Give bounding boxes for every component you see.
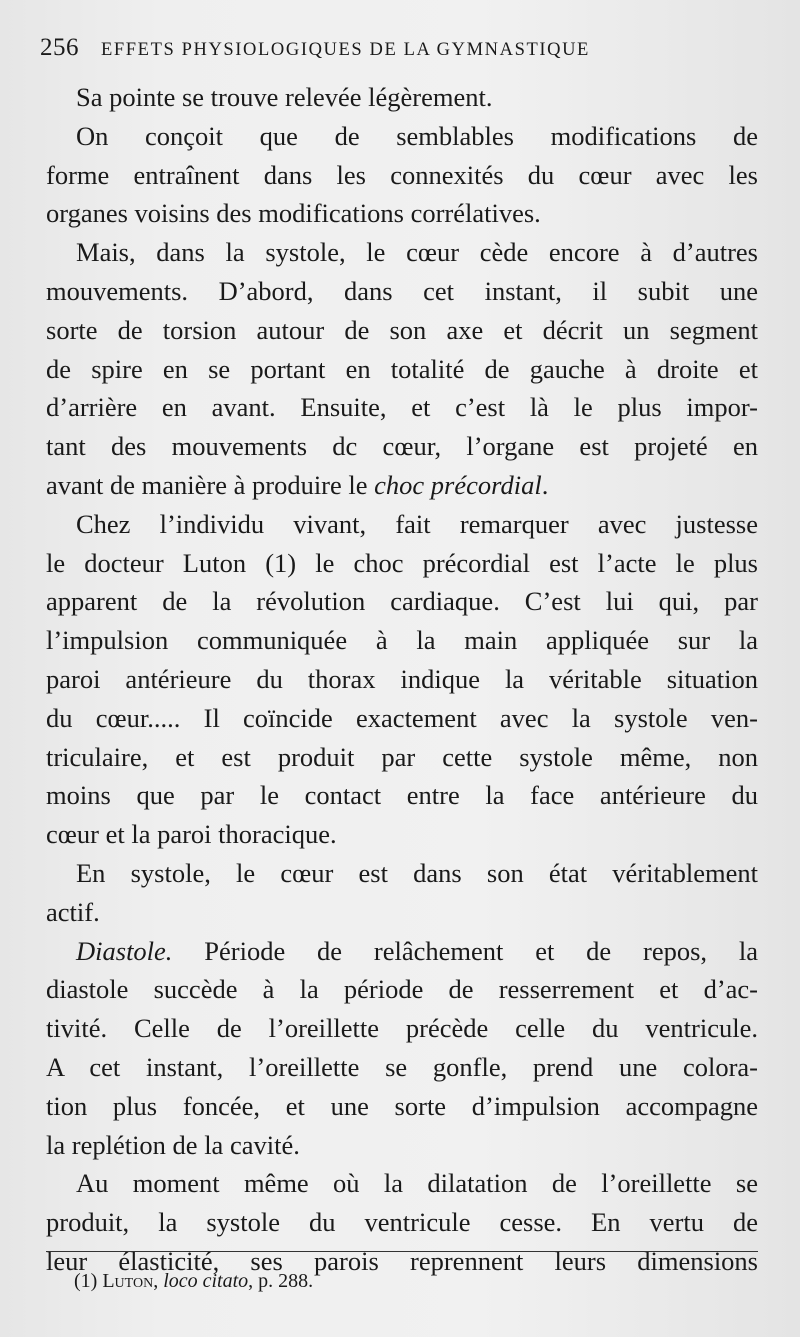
footnote-marker: (1): [74, 1270, 98, 1292]
italic-term: choc précordial: [374, 469, 542, 500]
text-line: [46, 932, 758, 971]
running-head: EFFETS PHYSIOLOGIQUES DE LA GYMNASTIQUE: [101, 40, 590, 60]
footnote-page: , p. 288.: [248, 1270, 314, 1292]
text-line: moins que par le contact entre la face antérieure du: [46, 780, 758, 811]
page-header: [40, 34, 760, 70]
body-text: [46, 78, 758, 1281]
text-line: tant des mouvements dc cœur, l’organe est projeté en: [46, 431, 758, 462]
footnote: (1) Luton, loco citato, p. 288.: [74, 1270, 314, 1292]
paragraph: [46, 78, 758, 117]
text-line: Au moment même où la dilatation de l’oreillette se: [76, 1168, 758, 1199]
paragraph: [46, 1164, 758, 1280]
paragraph: [46, 233, 758, 505]
paragraph: [46, 117, 758, 233]
text-line: organes voisins des modifications corrélatives.: [46, 198, 541, 229]
paragraph: [46, 505, 758, 854]
text-fragment: Période de relâchement et de repos, la: [172, 935, 758, 966]
text-fragment: .: [541, 469, 549, 500]
text-fragment: avant de manière à produire le: [46, 469, 375, 500]
text-line: triculaire, et est produit par cette systole même, non: [46, 741, 758, 772]
paragraph: [46, 932, 758, 1165]
text-line: A cet instant, l’oreillette se gonfle, prend une colora-: [46, 1051, 758, 1082]
text-line: En systole, le cœur est dans son état véritablement: [76, 857, 758, 888]
text-line: [46, 466, 758, 505]
text-line: tion plus foncée, et une sorte d’impulsion accompagne: [46, 1090, 758, 1121]
text-line: leur élasticité, ses parois reprennent leurs dimensions: [46, 1245, 758, 1276]
text-line: du cœur..... Il coïncide exactement avec la systole ven-: [46, 702, 758, 733]
text-line: tivité. Celle de l’oreillette précède celle du ventricule.: [46, 1013, 758, 1044]
text-line: l’impulsion communiquée à la main appliquée sur la: [46, 625, 758, 656]
paragraph: [46, 854, 758, 932]
text-line: paroi antérieure du thorax indique la véritable situation: [46, 663, 758, 694]
text-line: d’arrière en avant. Ensuite, et c’est là le plus impor-: [46, 392, 758, 423]
text-line: diastole succède à la période de resserrement et d’ac-: [46, 974, 758, 1005]
text-line: produit, la systole du ventricule cesse. En vertu de: [46, 1207, 758, 1238]
italic-term: Diastole.: [76, 935, 173, 966]
text-line: actif.: [46, 896, 100, 927]
text-line: forme entraînent dans les connexités du cœur avec les: [46, 159, 758, 190]
text-line: On conçoit que de semblables modifications de: [76, 120, 758, 151]
footnote-reference: loco citato: [163, 1270, 249, 1292]
text-line: cœur et la paroi thoracique.: [46, 819, 337, 850]
text-line: Chez l’individu vivant, fait remarquer avec justesse: [76, 508, 758, 539]
text-line: apparent de la révolution cardiaque. C’est lui qui, par: [46, 586, 758, 617]
text-line: sorte de torsion autour de son axe et décrit un segment: [46, 314, 758, 345]
footnote-author: Luton: [102, 1270, 154, 1292]
text-line: le docteur Luton (1) le choc précordial est l’acte le plus: [46, 547, 758, 578]
text-line: Sa pointe se trouve relevée légèrement.: [76, 82, 493, 112]
page-number: 256: [40, 34, 79, 61]
text-line: la replétion de la cavité.: [46, 1129, 300, 1160]
text-line: Mais, dans la systole, le cœur cède encore à d’autres: [76, 237, 758, 268]
footnote-separator: [46, 1251, 758, 1252]
text-line: de spire en se portant en totalité de gauche à droite et: [46, 353, 758, 384]
text-line: mouvements. D’abord, dans cet instant, il subit une: [46, 275, 758, 306]
